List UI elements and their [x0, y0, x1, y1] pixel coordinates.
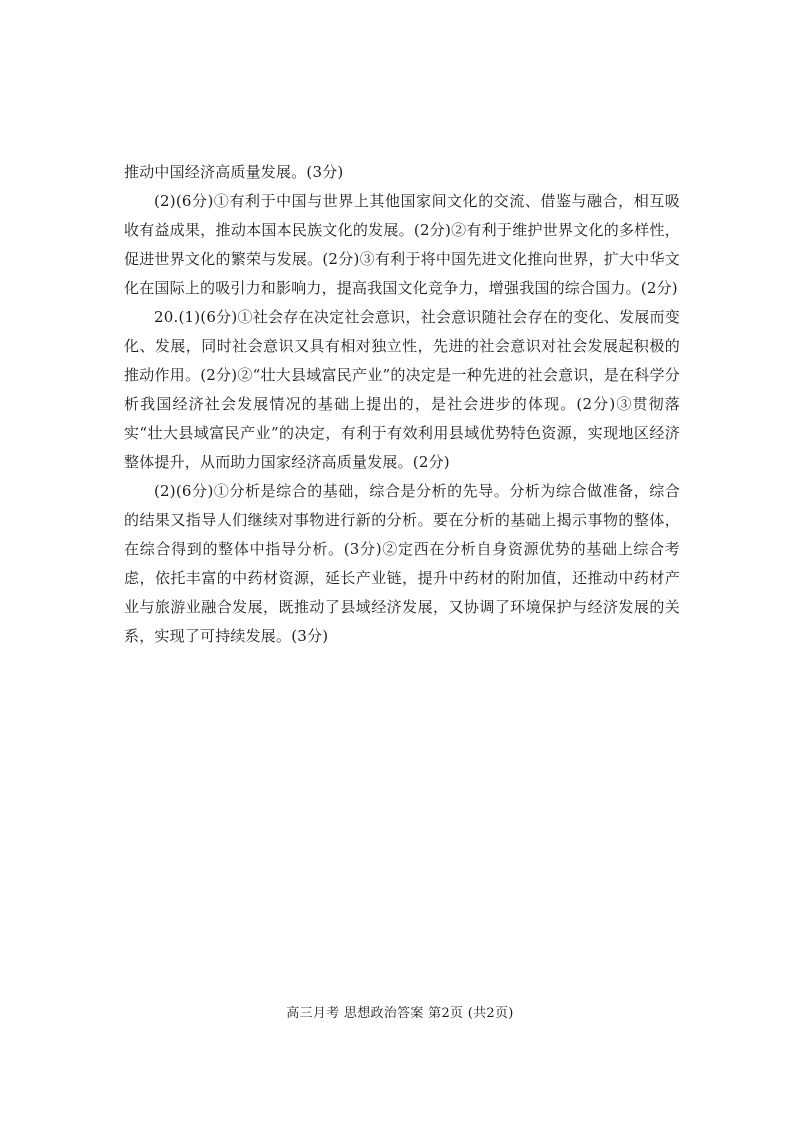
- answer-paragraph-q20-part1: 20.(1)(6分)①社会存在决定社会意识，社会意识随社会存在的变化、发展而变化、发展，同时社会意识又具有相对独立性，先进的社会意识对社会发展起积极的推动作用。(2分)②“壮大县域富民产业”的决定是一种先进的社会意识，是在科学分析我国经济社会发展情况的基础上提出的，是社会进步的体现。(2分)③贯彻落实“壮大县域富民产业”的决定，有利于有效利用县域优势特色资源，实现地区经济整体提升，从而助力国家经济高质量发展。(2分): [124, 308, 680, 471]
- answer-paragraph-q19-part2: (2)(6分)①有利于中国与世界上其他国家间文化的交流、借鉴与融合，相互吸收有益成果，推动本国本民族文化的发展。(2分)②有利于维护世界文化的多样性，促进世界文化的繁荣与发展。(2分)③有利于将中国先进文化推向世界，扩大中华文化在国际上的吸引力和影响力，提高我国文化竞争力，增强我国的综合国力。(2分): [124, 192, 680, 297]
- answer-paragraph-q20-part2: (2)(6分)①分析是综合的基础，综合是分析的先导。分析为综合做准备，综合的结果又指导人们继续对事物进行新的分析。要在分析的基础上揭示事物的整体，在综合得到的整体中指导分析。(3分)②定西在分析自身资源优势的基础上综合考虑，依托丰富的中药材资源，延长产业链，提升中药材的附加值，还推动中药材产业与旅游业融合发展，既推动了县域经济发展，又协调了环境保护与经济发展的关系，实现了可持续发展。(3分): [124, 482, 680, 645]
- answer-paragraph-continuation: 推动中国经济高质量发展。(3分): [124, 163, 344, 181]
- page-footer: 高三月考 思想政治答案 第2页 (共2页): [286, 1006, 514, 1021]
- answer-body: [124, 158, 680, 651]
